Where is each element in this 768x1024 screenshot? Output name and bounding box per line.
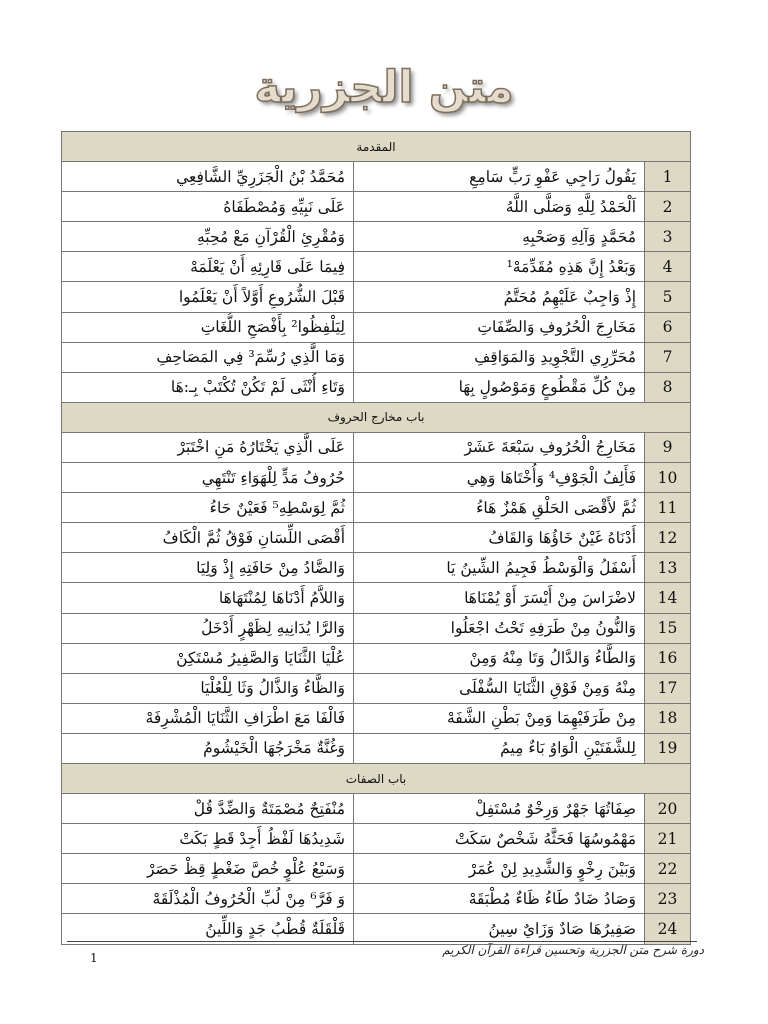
section-header-row bbox=[62, 402, 691, 432]
verse-row bbox=[62, 583, 691, 613]
section-heading: المقدمة bbox=[62, 132, 691, 162]
verse-number: 13 bbox=[645, 553, 691, 583]
verse-number: 21 bbox=[645, 824, 691, 854]
verse-first-hemistich: مَخَارِجُ الْحُرُوفِ سَبْعَةَ عَشَرْ bbox=[354, 432, 645, 462]
verse-row bbox=[62, 824, 691, 854]
verse-first-hemistich: وَالنُّونُ مِنْ طَرَفِهِ تَحْتُ اجْعَلُوا bbox=[354, 613, 645, 643]
verse-number: 19 bbox=[645, 733, 691, 763]
verse-first-hemistich: ثُمَّ لأَقْصَى الحَلْقِ هَمْزٌ هَاءُ bbox=[354, 493, 645, 523]
verse-number: 20 bbox=[645, 794, 691, 824]
verse-number: 23 bbox=[645, 884, 691, 914]
verse-number: 24 bbox=[645, 914, 691, 944]
verse-first-hemistich: صَفِيرُهَا صَادٌ وَزَايٌ سِينُ bbox=[354, 914, 645, 944]
footer-rule bbox=[67, 941, 697, 942]
verse-second-hemistich: عَلَى نَبِيِّهِ وَمُصْطَفَاهُ bbox=[62, 192, 354, 222]
verse-second-hemistich: قَبْلَ الشُّرُوعِ أَوَّلاً أَنْ يَعْلَمُوا bbox=[62, 282, 354, 312]
verse-row bbox=[62, 463, 691, 493]
verse-first-hemistich: مَخَارِجَ الْحُرُوفِ وَالصِّفَاتِ bbox=[354, 312, 645, 342]
verse-second-hemistich: وَمُقْرِئِ الْقُرْآنِ مَعْ مُحِبِّهِ bbox=[62, 222, 354, 252]
verse-second-hemistich: فِيمَا عَلَى قَارِئِهِ أَنْ يَعْلَمَهْ bbox=[62, 252, 354, 282]
verse-number: 7 bbox=[645, 342, 691, 372]
verse-row bbox=[62, 673, 691, 703]
verse-row bbox=[62, 914, 691, 944]
verse-row bbox=[62, 553, 691, 583]
verse-row bbox=[62, 794, 691, 824]
verse-second-hemistich: وَسَبْعُ عُلْوٍ خُصَّ ضَغْطٍ قِظْ حَصَرْ bbox=[62, 854, 354, 884]
verse-number: 1 bbox=[645, 162, 691, 192]
verse-number: 22 bbox=[645, 854, 691, 884]
verse-number: 9 bbox=[645, 432, 691, 462]
verse-second-hemistich: وَ فَرَّ⁶ مِنْ لُبِّ الْحُرُوفُ الْمُذْلَقَهْ bbox=[62, 884, 354, 914]
verse-number: 14 bbox=[645, 583, 691, 613]
verse-second-hemistich: وَالظَّاءُ وَالذَّالُ وَثَا لِلْعُلْيَا bbox=[62, 673, 354, 703]
verse-second-hemistich: وَاللاَّمُ أَدْنَاهَا لِمُنْتَهَاهَا bbox=[62, 583, 354, 613]
verse-first-hemistich: مِنْهُ وَمِنْ فَوْقِ الثَّنَايَا السُّفْلَى bbox=[354, 673, 645, 703]
verse-number: 18 bbox=[645, 703, 691, 733]
page-number: 1 bbox=[90, 951, 98, 965]
verse-number: 16 bbox=[645, 643, 691, 673]
verse-number: 8 bbox=[645, 372, 691, 402]
verse-row bbox=[62, 192, 691, 222]
verse-first-hemistich: وَصَادُ ضَادٌ طَاءُ ظَاءٌ مُطْبَقَهْ bbox=[354, 884, 645, 914]
section-header-row bbox=[62, 132, 691, 162]
verse-number: 5 bbox=[645, 282, 691, 312]
section-header-row bbox=[62, 763, 691, 793]
verse-number: 4 bbox=[645, 252, 691, 282]
verse-first-hemistich: أَسْفَلُ وَالْوَسْطُ فَجِيمُ الشِّينُ يَا bbox=[354, 553, 645, 583]
verse-row bbox=[62, 432, 691, 462]
verse-row bbox=[62, 222, 691, 252]
verse-number: 2 bbox=[645, 192, 691, 222]
verse-second-hemistich: عُلْيَا الثَّنَايَا وَالصَّفِيرُ مُسْتَكِنْ bbox=[62, 643, 354, 673]
verse-row bbox=[62, 372, 691, 402]
verse-first-hemistich: وَالطَّاءُ وَالدَّالُ وَتَا مِنْهُ وَمِنْ bbox=[354, 643, 645, 673]
verse-row bbox=[62, 613, 691, 643]
verse-second-hemistich: وَمَا الَّذِي رُسِّمَ³ فِي المَصَاحِفِ bbox=[62, 342, 354, 372]
verse-row bbox=[62, 733, 691, 763]
verse-first-hemistich: فَأَلِفُ الْجَوْفِ⁴ وَأُخْتَاهَا وَهِي bbox=[354, 463, 645, 493]
verse-row bbox=[62, 342, 691, 372]
verse-second-hemistich: حُرُوفُ مَدٍّ لِلْهَوَاءِ تَنْتَهِي bbox=[62, 463, 354, 493]
verse-first-hemistich: وَبَيْنَ رِخْوٍ وَالشَّدِيدِ لِنْ عُمَرْ bbox=[354, 854, 645, 884]
verse-second-hemistich: وَغُنَّةٌ مَخْرَجُهَا الْخَيْشُومُ bbox=[62, 733, 354, 763]
verse-first-hemistich: لاضْرَاسَ مِنْ أَيْسَرَ أَوْ يُمْنَاهَا bbox=[354, 583, 645, 613]
verse-row bbox=[62, 884, 691, 914]
verse-row bbox=[62, 643, 691, 673]
verse-second-hemistich: لِيَلْفِظُوا² بِأَفْصَحِ اللُّغَاتِ bbox=[62, 312, 354, 342]
verse-row bbox=[62, 523, 691, 553]
verse-number: 11 bbox=[645, 493, 691, 523]
verse-number: 3 bbox=[645, 222, 691, 252]
verse-row bbox=[62, 312, 691, 342]
verse-second-hemistich: أَقْصَى اللِّسَانِ فَوْقُ ثُمَّ الْكَافُ bbox=[62, 523, 354, 553]
verse-number: 6 bbox=[645, 312, 691, 342]
verse-number: 17 bbox=[645, 673, 691, 703]
verse-second-hemistich: وَالضَّادُ مِنْ حَافَتِهِ إِذْ وَلِيَا bbox=[62, 553, 354, 583]
verse-second-hemistich: مُحَمَّدُ بْنُ الْجَزَرِيِّ الشَّافِعِي bbox=[62, 162, 354, 192]
verse-second-hemistich: قَلْقَلَةٌ قُطْبُ جَدٍ وَاللِّينُ bbox=[62, 914, 354, 944]
verse-first-hemistich: مَهْمُوسُهَا فَحَثَّهُ شَخْصٌ سَكَتْ bbox=[354, 824, 645, 854]
verse-second-hemistich: وَالرَّا يُدَانِيهِ لِظَهْرٍ أَدْخَلُ bbox=[62, 613, 354, 643]
verse-first-hemistich: اَلْحَمْدُ لِلَّهِ وَصَلَّى اللَّهُ bbox=[354, 192, 645, 222]
verse-row bbox=[62, 252, 691, 282]
verse-row bbox=[62, 493, 691, 523]
verse-row bbox=[62, 854, 691, 884]
verse-second-hemistich: عَلَى الَّذِي يَخْتَارُهُ مَنِ اخْتَبَرْ bbox=[62, 432, 354, 462]
verse-first-hemistich: يَقُولُ رَاجِي عَفْوِ رَبٍّ سَامِعِ bbox=[354, 162, 645, 192]
verse-second-hemistich: وَتَاءِ أُنْثَى لَمْ تَكُنْ تُكْتَبْ بِـ:هَا bbox=[62, 372, 354, 402]
verse-row bbox=[62, 282, 691, 312]
document-title: متن الجزرية bbox=[254, 62, 514, 113]
verse-first-hemistich: مِنْ طَرَفَيْهِمَا وَمِنْ بَطْنِ الشَّفَهْ bbox=[354, 703, 645, 733]
verse-number: 15 bbox=[645, 613, 691, 643]
verse-first-hemistich: لِلشَّفَتَيْنِ الْوَاوُ بَاءٌ مِيمُ bbox=[354, 733, 645, 763]
verse-first-hemistich: صِفَاتُهَا جَهْرٌ وَرِخْوٌ مُسْتَفِلْ bbox=[354, 794, 645, 824]
section-heading: باب مخارج الحروف bbox=[62, 402, 691, 432]
verse-first-hemistich: أَدْنَاهُ غَيْنٌ خَاؤُهَا وَالقَافُ bbox=[354, 523, 645, 553]
verse-second-hemistich: ثُمَّ لِوَسْطِهِ⁵ فَعَيْنٌ حَاءُ bbox=[62, 493, 354, 523]
footer-text: دورة شرح متن الجزرية وتحسين قراءة القرآن الكريم bbox=[442, 943, 704, 957]
verse-row bbox=[62, 162, 691, 192]
verse-first-hemistich: وَبَعْدُ إِنَّ هَذِهِ مُقَدِّمَهْ¹ bbox=[354, 252, 645, 282]
verse-second-hemistich: فَالْفَا مَعَ اطْرَافِ الثَّنَايَا الْمُشْرِفَهْ bbox=[62, 703, 354, 733]
verse-first-hemistich: مُحَمَّدٍ وَآلِهِ وَصَحْبِهِ bbox=[354, 222, 645, 252]
verse-second-hemistich: شَدِيدُهَا لَفْظُ أَجِدْ قَطٍ بَكَتْ bbox=[62, 824, 354, 854]
section-heading: باب الصفات bbox=[62, 763, 691, 793]
verse-first-hemistich: إِذْ وَاجِبٌ عَلَيْهِمُ مُحَتَّمُ bbox=[354, 282, 645, 312]
verses-table bbox=[61, 131, 691, 945]
verse-first-hemistich: مُحَرِّرِي التَّجْوِيدِ وَالمَوَاقِفِ bbox=[354, 342, 645, 372]
verse-number: 10 bbox=[645, 463, 691, 493]
verse-first-hemistich: مِنْ كُلِّ مَقْطُوعٍ وَمَوْصُولٍ بِهَا bbox=[354, 372, 645, 402]
verse-second-hemistich: مُنْفَتِحٌ مُصْمَتَةٌ وَالضِّدَّ قُلْ bbox=[62, 794, 354, 824]
verse-row bbox=[62, 703, 691, 733]
verse-number: 12 bbox=[645, 523, 691, 553]
